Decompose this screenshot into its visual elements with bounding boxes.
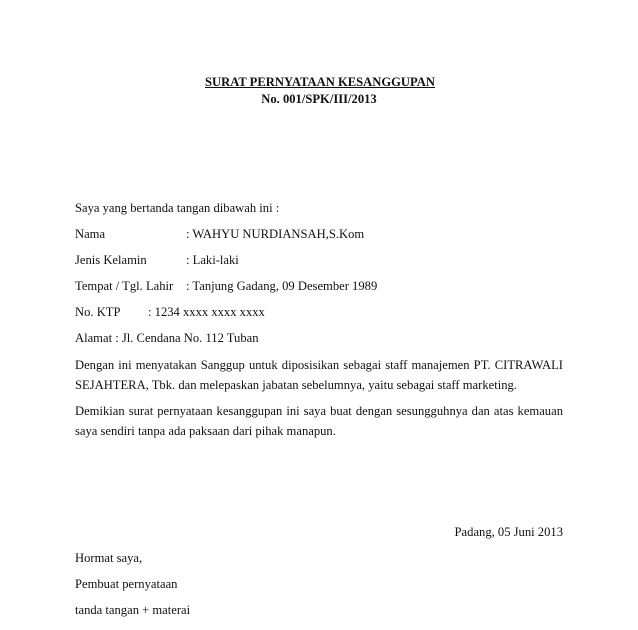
- jenis-kelamin-label: Jenis Kelamin: [75, 253, 147, 267]
- jenis-kelamin-value: : Laki-laki: [186, 253, 239, 267]
- ktp-label: No. KTP: [75, 305, 121, 319]
- ktp-value: : 1234 xxxx xxxx xxxx: [148, 305, 265, 319]
- ttl-value: : Tanjung Gadang, 09 Desember 1989: [186, 279, 378, 293]
- signer-role: Pembuat pernyataan: [75, 577, 178, 591]
- closing-paragraph: Demikian surat pernyataan kesanggupan ini saya buat dengan sesungguhnya dan atas kemauan saya sendiri tanpa ada paksaan dari pihak manapun.: [75, 404, 563, 438]
- nama-label: Nama: [75, 227, 106, 241]
- ttl-label: Tempat / Tgl. Lahir: [75, 279, 174, 293]
- statement-paragraph: Dengan ini menyatakan Sanggup untuk diposisikan sebagai staff manajemen PT. CITRAWALI SEJAHTERA, Tbk. dan melepaskan jabatan sebelumnya, yaitu sebagai staff marketing.: [75, 358, 563, 392]
- document-title: SURAT PERNYATAAN KESANGGUPAN: [205, 75, 435, 89]
- signature-note: tanda tangan + materai: [75, 603, 191, 617]
- document-number: No. 001/SPK/III/2013: [261, 92, 377, 106]
- nama-value: : WAHYU NURDIANSAH,S.Kom: [186, 227, 365, 241]
- alamat-line: Alamat : Jl. Cendana No. 112 Tuban: [75, 331, 259, 345]
- closing-salutation: Hormat saya,: [75, 551, 143, 565]
- intro-text: Saya yang bertanda tangan dibawah ini :: [75, 201, 280, 215]
- place-date: Padang, 05 Juni 2013: [454, 525, 563, 539]
